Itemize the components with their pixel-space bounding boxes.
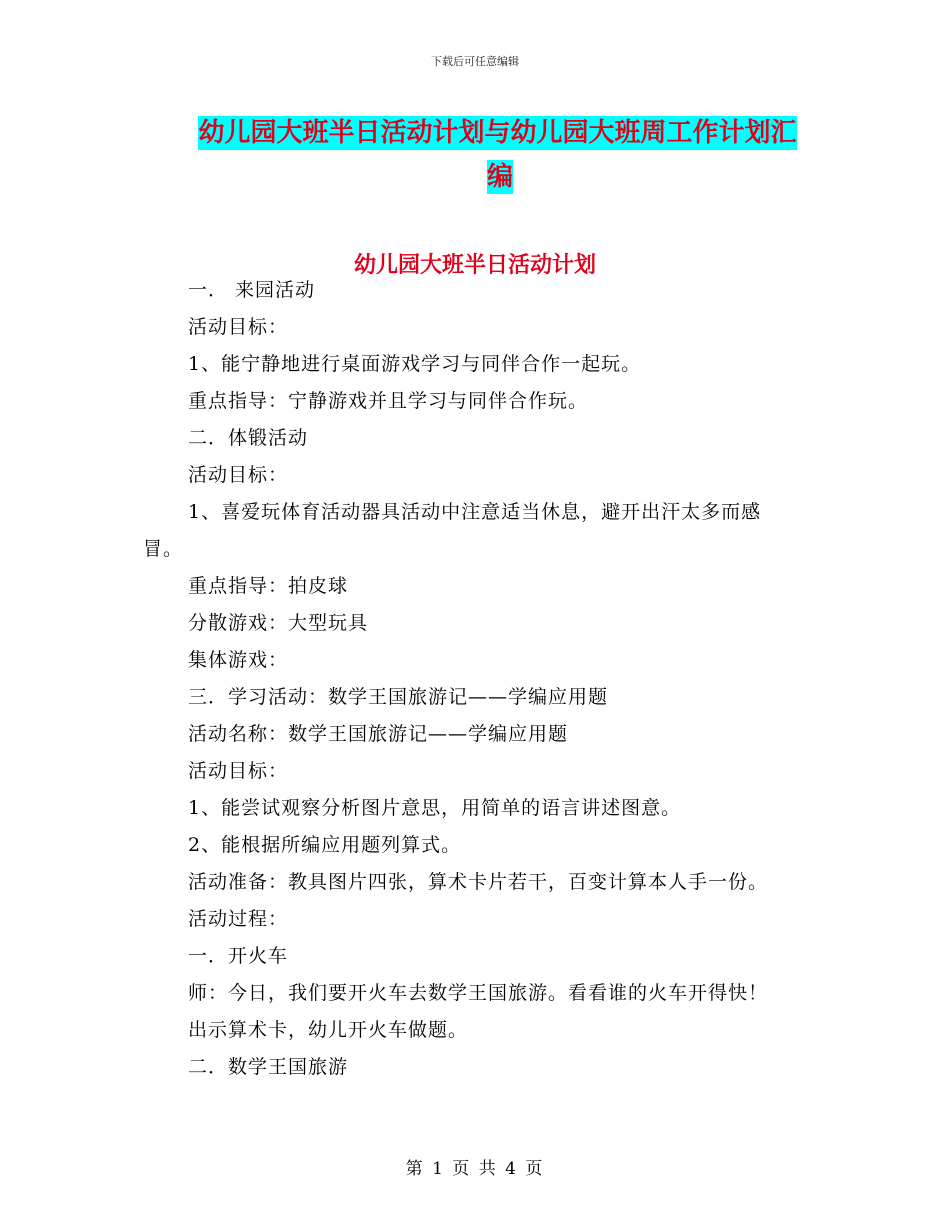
body-line: 活动目标： <box>188 316 289 338</box>
body-line: 一．开火车 <box>188 945 289 967</box>
document-title-text-2: 编 <box>486 162 513 192</box>
body-line: 活动过程： <box>188 908 289 930</box>
body-line: 冒。 <box>143 538 184 560</box>
body-line: 重点指导：宁静游戏并且学习与同伴合作玩。 <box>188 390 589 412</box>
document-title-line-1 <box>190 112 805 149</box>
body-line: 分散游戏：大型玩具 <box>188 612 369 634</box>
body-line: 二．体锻活动 <box>188 427 309 449</box>
body-line: 出示算术卡，幼儿开火车做题。 <box>188 1019 469 1041</box>
body-line: 集体游戏： <box>188 649 289 671</box>
document-body <box>143 272 808 1086</box>
section-title: 幼儿园大班半日活动计划 <box>353 253 596 278</box>
body-line: 1、能宁静地进行桌面游戏学习与同伴合作一起玩。 <box>188 353 642 375</box>
body-line: 1、喜爱玩体育活动器具活动中注意适当休息，避开出汗太多而感 <box>188 501 762 523</box>
body-line: 2、能根据所编应用题列算式。 <box>188 834 462 856</box>
page-footer: 第 1 页 共 4 页 <box>405 1159 545 1179</box>
document-title-text-1: 幼儿园大班半日活动计划与幼儿园大班周工作计划汇 <box>198 118 797 148</box>
body-line: 活动目标： <box>188 464 289 486</box>
body-line: 活动目标： <box>188 760 289 782</box>
body-line: 一． 来园活动 <box>188 279 316 301</box>
body-line: 二．数学王国旅游 <box>188 1056 349 1078</box>
body-line: 活动名称：数学王国旅游记——学编应用题 <box>188 723 569 745</box>
body-line: 重点指导：拍皮球 <box>188 575 349 597</box>
document-title-line-2 <box>140 156 860 193</box>
body-line: 三．学习活动：数学王国旅游记——学编应用题 <box>188 686 609 708</box>
header-note: 下载后可任意编辑 <box>431 55 519 68</box>
body-line: 师：今日，我们要开火车去数学王国旅游。看看谁的火车开得快！ <box>188 982 769 1004</box>
body-line: 1、能尝试观察分析图片意思，用简单的语言讲述图意。 <box>188 797 682 819</box>
body-line: 活动准备：教具图片四张，算术卡片若干，百变计算本人手一份。 <box>188 871 769 893</box>
